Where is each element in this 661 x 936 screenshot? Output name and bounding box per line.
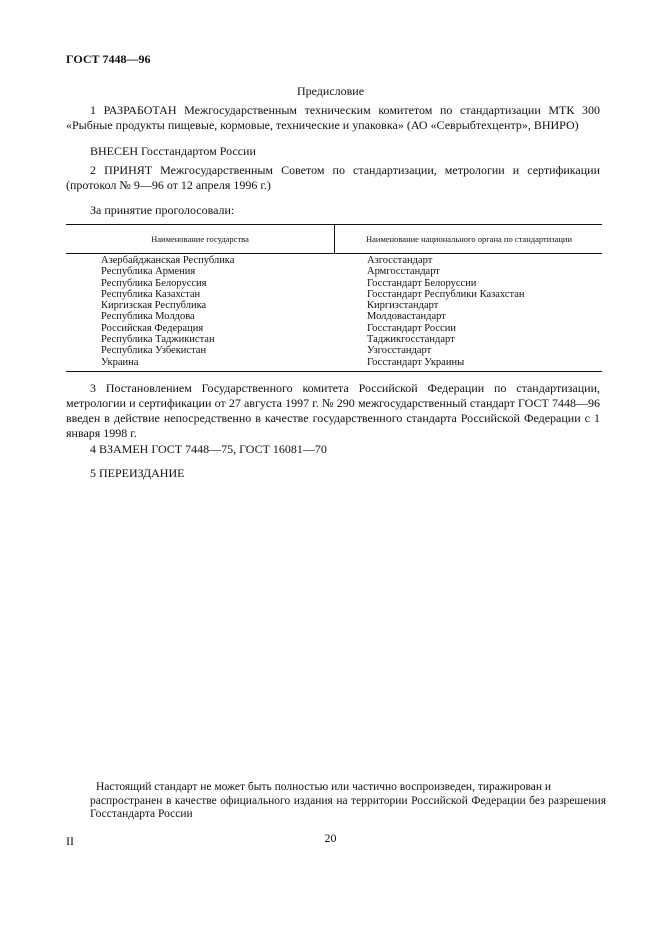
bodies-column bbox=[367, 255, 525, 368]
table-cell-body: Госстандарт Белоруссии bbox=[367, 277, 477, 289]
preface-item-2 bbox=[66, 163, 600, 193]
table-header-divider bbox=[334, 224, 335, 253]
reproduction-notice bbox=[90, 781, 606, 822]
table-cell-body: Таджикгосстандарт bbox=[367, 334, 455, 346]
table-cell-state: Российская Федерация bbox=[101, 322, 204, 334]
table-cell-state: Республика Белоруссия bbox=[101, 277, 207, 289]
table-cell-body: Госстандарт России bbox=[367, 322, 456, 334]
table-header-body: Наименование национального органа по стандартизации bbox=[365, 234, 573, 244]
notice-continuation: распространен в качестве официального издания на территории Российской Федерации без разрешения Госстандарта России bbox=[90, 794, 606, 820]
preface-item-3-text: 3 Постановлением Государственного комитета Российской Федерации по стандартизации, метрологии и сертификации от 27 августа 1997 г. № 290 межгосударственный стандарт ГОСТ 7448—96 введен в действие непосредственно в качестве государственного стандарта Российской Федерации с 1 января 1998 г. bbox=[66, 381, 600, 440]
table-cell-state: Республика Казахстан bbox=[101, 288, 201, 300]
table-header-rule bbox=[66, 253, 602, 254]
preface-item-2-text: 2 ПРИНЯТ Межгосударственным Советом по стандартизации, метрологии и сертификации (протокол № 9—96 от 12 апреля 1996 г.) bbox=[66, 163, 600, 192]
preface-title: Предисловие bbox=[296, 84, 365, 98]
table-cell-state: Азербайджанская Республика bbox=[101, 255, 235, 266]
table-bottom-rule bbox=[66, 371, 602, 372]
table-cell-body: Госстандарт Республики Казахстан bbox=[367, 288, 525, 300]
preface-item-1 bbox=[66, 103, 600, 133]
table-cell-body: Госстандарт Украины bbox=[367, 356, 465, 368]
preface-item-3 bbox=[66, 381, 600, 441]
notice-line-1: Настоящий стандарт не может быть полностью или частично воспроизведен, тиражирован и bbox=[96, 781, 552, 793]
table-cell-body: Азгосстандарт bbox=[367, 255, 433, 266]
table-cell-body: Киргизстандарт bbox=[367, 300, 439, 312]
table-cell-state: Киргизская Республика bbox=[101, 300, 207, 312]
table-cell-state: Республика Молдова bbox=[101, 311, 195, 323]
table-cell-state: Украина bbox=[101, 356, 139, 368]
preface-item-5: 5 ПЕРЕИЗДАНИЕ bbox=[90, 466, 185, 480]
table-cell-state: Республика Узбекистан bbox=[101, 345, 207, 357]
table-cell-body: Молдовастандарт bbox=[367, 311, 446, 323]
preface-item-4: 4 ВЗАМЕН ГОСТ 7448—75, ГОСТ 16081—70 bbox=[90, 442, 327, 456]
footer-section-numeral: II bbox=[66, 834, 74, 848]
preface-introduced: ВНЕСЕН Госстандартом России bbox=[90, 144, 256, 158]
table-cell-state: Республика Таджикистан bbox=[101, 334, 215, 346]
table-header-state: Наименование государства bbox=[151, 234, 249, 244]
voted-label: За принятие проголосовали: bbox=[90, 203, 235, 217]
document-code: ГОСТ 7448—96 bbox=[66, 52, 151, 66]
vote-table bbox=[66, 224, 602, 372]
page-number: 20 bbox=[324, 831, 337, 845]
table-cell-body: Армгосстандарт bbox=[367, 266, 440, 278]
table-cell-body: Узгосстандарт bbox=[367, 345, 432, 357]
preface-item-1-text: 1 РАЗРАБОТАН Межгосударственным техническим комитетом по стандартизации МТК 300 «Рыбные продукты пищевые, кормовые, технические и упаковка» (АО «Севрыбтехцентр», ВНИРО) bbox=[66, 103, 600, 132]
table-cell-state: Республика Армения bbox=[101, 266, 196, 278]
states-column bbox=[101, 255, 234, 368]
